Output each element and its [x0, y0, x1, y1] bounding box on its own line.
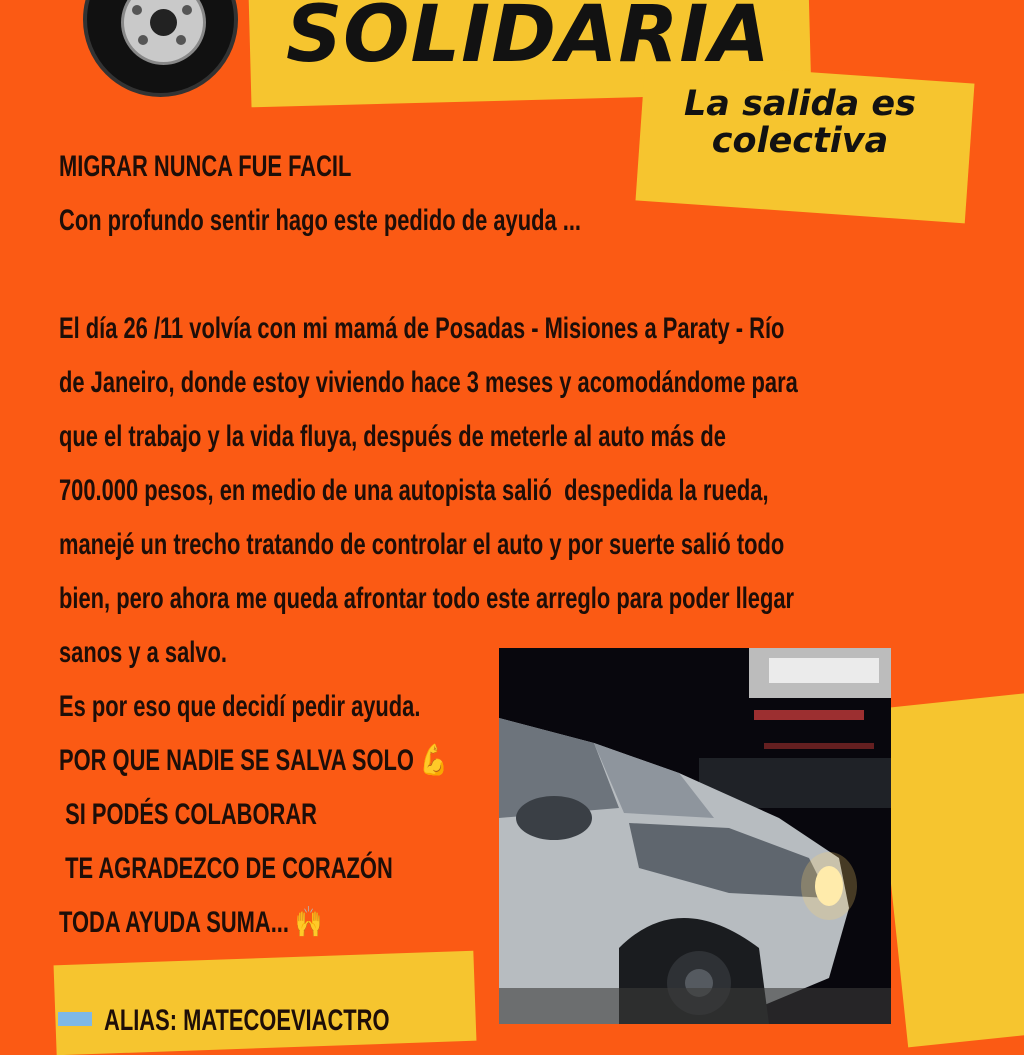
payment-alias: ALIAS: MATECOEVIACTRO	[104, 1004, 390, 1037]
tagline-line: La salida es	[684, 84, 916, 124]
page-title: SOLIDARIA	[286, 0, 771, 80]
damaged-car-photo	[499, 648, 891, 1024]
decorative-shape-bottom	[54, 951, 477, 1055]
decorative-shape-right	[873, 693, 1024, 1048]
tagline-line: colectiva	[711, 120, 889, 161]
help-message: MIGRAR NUNCA FUE FACIL Con profundo sentir hago este pedido de ayuda ... El día 26 /11 volvía con mi mamá de Posadas - Misiones a Paraty - Río de Janeiro, donde estoy viviendo hace 3 meses y acomodándome para que el trabajo y la vida fluya, después de meterle al auto más de 700.000 pesos, en medio de una autopista salió despedida la rueda, manejé un trecho tratando de controlar el auto y por suerte salió todo bien, pero ahora me queda afrontar todo este arreglo para poder llegar sanos y a salvo. Es por eso que decidí pedir ayuda. POR QUE NADIE SE SALVA SOLO 💪 SI PODÉS COLABORAR TE AGRADEZCO DE CORAZÓN TODA AYUDA SUMA... 🙌	[59, 150, 798, 939]
tire-icon	[83, 0, 238, 97]
